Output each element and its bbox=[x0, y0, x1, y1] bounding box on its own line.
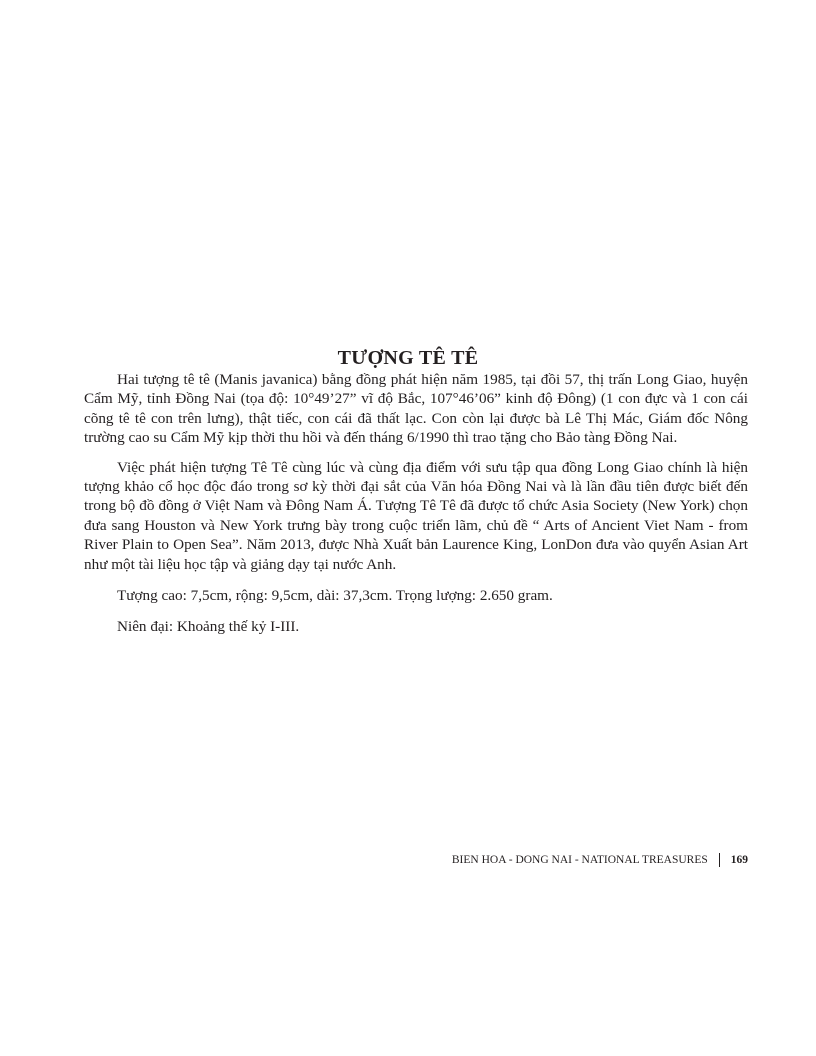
dating-text: Niên đại: Khoảng thế kỷ I-III. bbox=[117, 618, 300, 636]
paragraph-significance: Việc phát hiện tượng Tê Tê cùng lúc và cùng địa điểm với sưu tập qua đồng Long Giao chính là hiện tượng khảo cổ học độc đáo trong sơ kỳ thời đại sắt của Văn hóa Đồng Nai và là lần đầu tiên được biết đến trong bộ đồ đồng ở Việt Nam và Đông Nam Á. Tượng Tê Tê đã được tổ chức Asia Society (New York) chọn đưa sang Houston và New York trưng bày trong cuộc triển lãm, chủ đề “ Arts of Ancient Viet Nam - from River Plain to Open Sea”. Năm 2013, được Nhà Xuất bản Laurence King, LonDon đưa vào quyển Asian Art như một tài liệu học tập và giảng dạy tại nước Anh. bbox=[84, 458, 748, 573]
paragraph-discovery: Hai tượng tê tê (Manis javanica) bằng đồng phát hiện năm 1985, tại đồi 57, thị trấn Long Giao, huyện Cẩm Mỹ, tỉnh Đồng Nai (tọa độ: 10°49’27” vĩ độ Bắc, 107°46’06” kinh độ Đông) (1 con đực và 1 con cái cõng tê tê con trên lưng), thật tiếc, con cái đã thất lạc. Con còn lại được bà Lê Thị Mác, Giám đốc Nông trường cao su Cẩm Mỹ kịp thời thu hồi và đến tháng 6/1990 thì trao tặng cho Bảo tàng Đồng Nai. bbox=[84, 371, 748, 447]
dimensions-text: Tượng cao: 7,5cm, rộng: 9,5cm, dài: 37,3cm. Trọng lượng: 2.650 gram. bbox=[117, 587, 553, 605]
page-title: TƯỢNG TÊ TÊ bbox=[337, 347, 479, 370]
page-footer bbox=[452, 853, 748, 867]
page-number: 169 bbox=[730, 854, 748, 866]
footer-book-title: BIEN HOA - DONG NAI - NATIONAL TREASURES bbox=[451, 854, 708, 866]
footer-divider bbox=[719, 853, 720, 867]
body-text bbox=[84, 370, 748, 637]
